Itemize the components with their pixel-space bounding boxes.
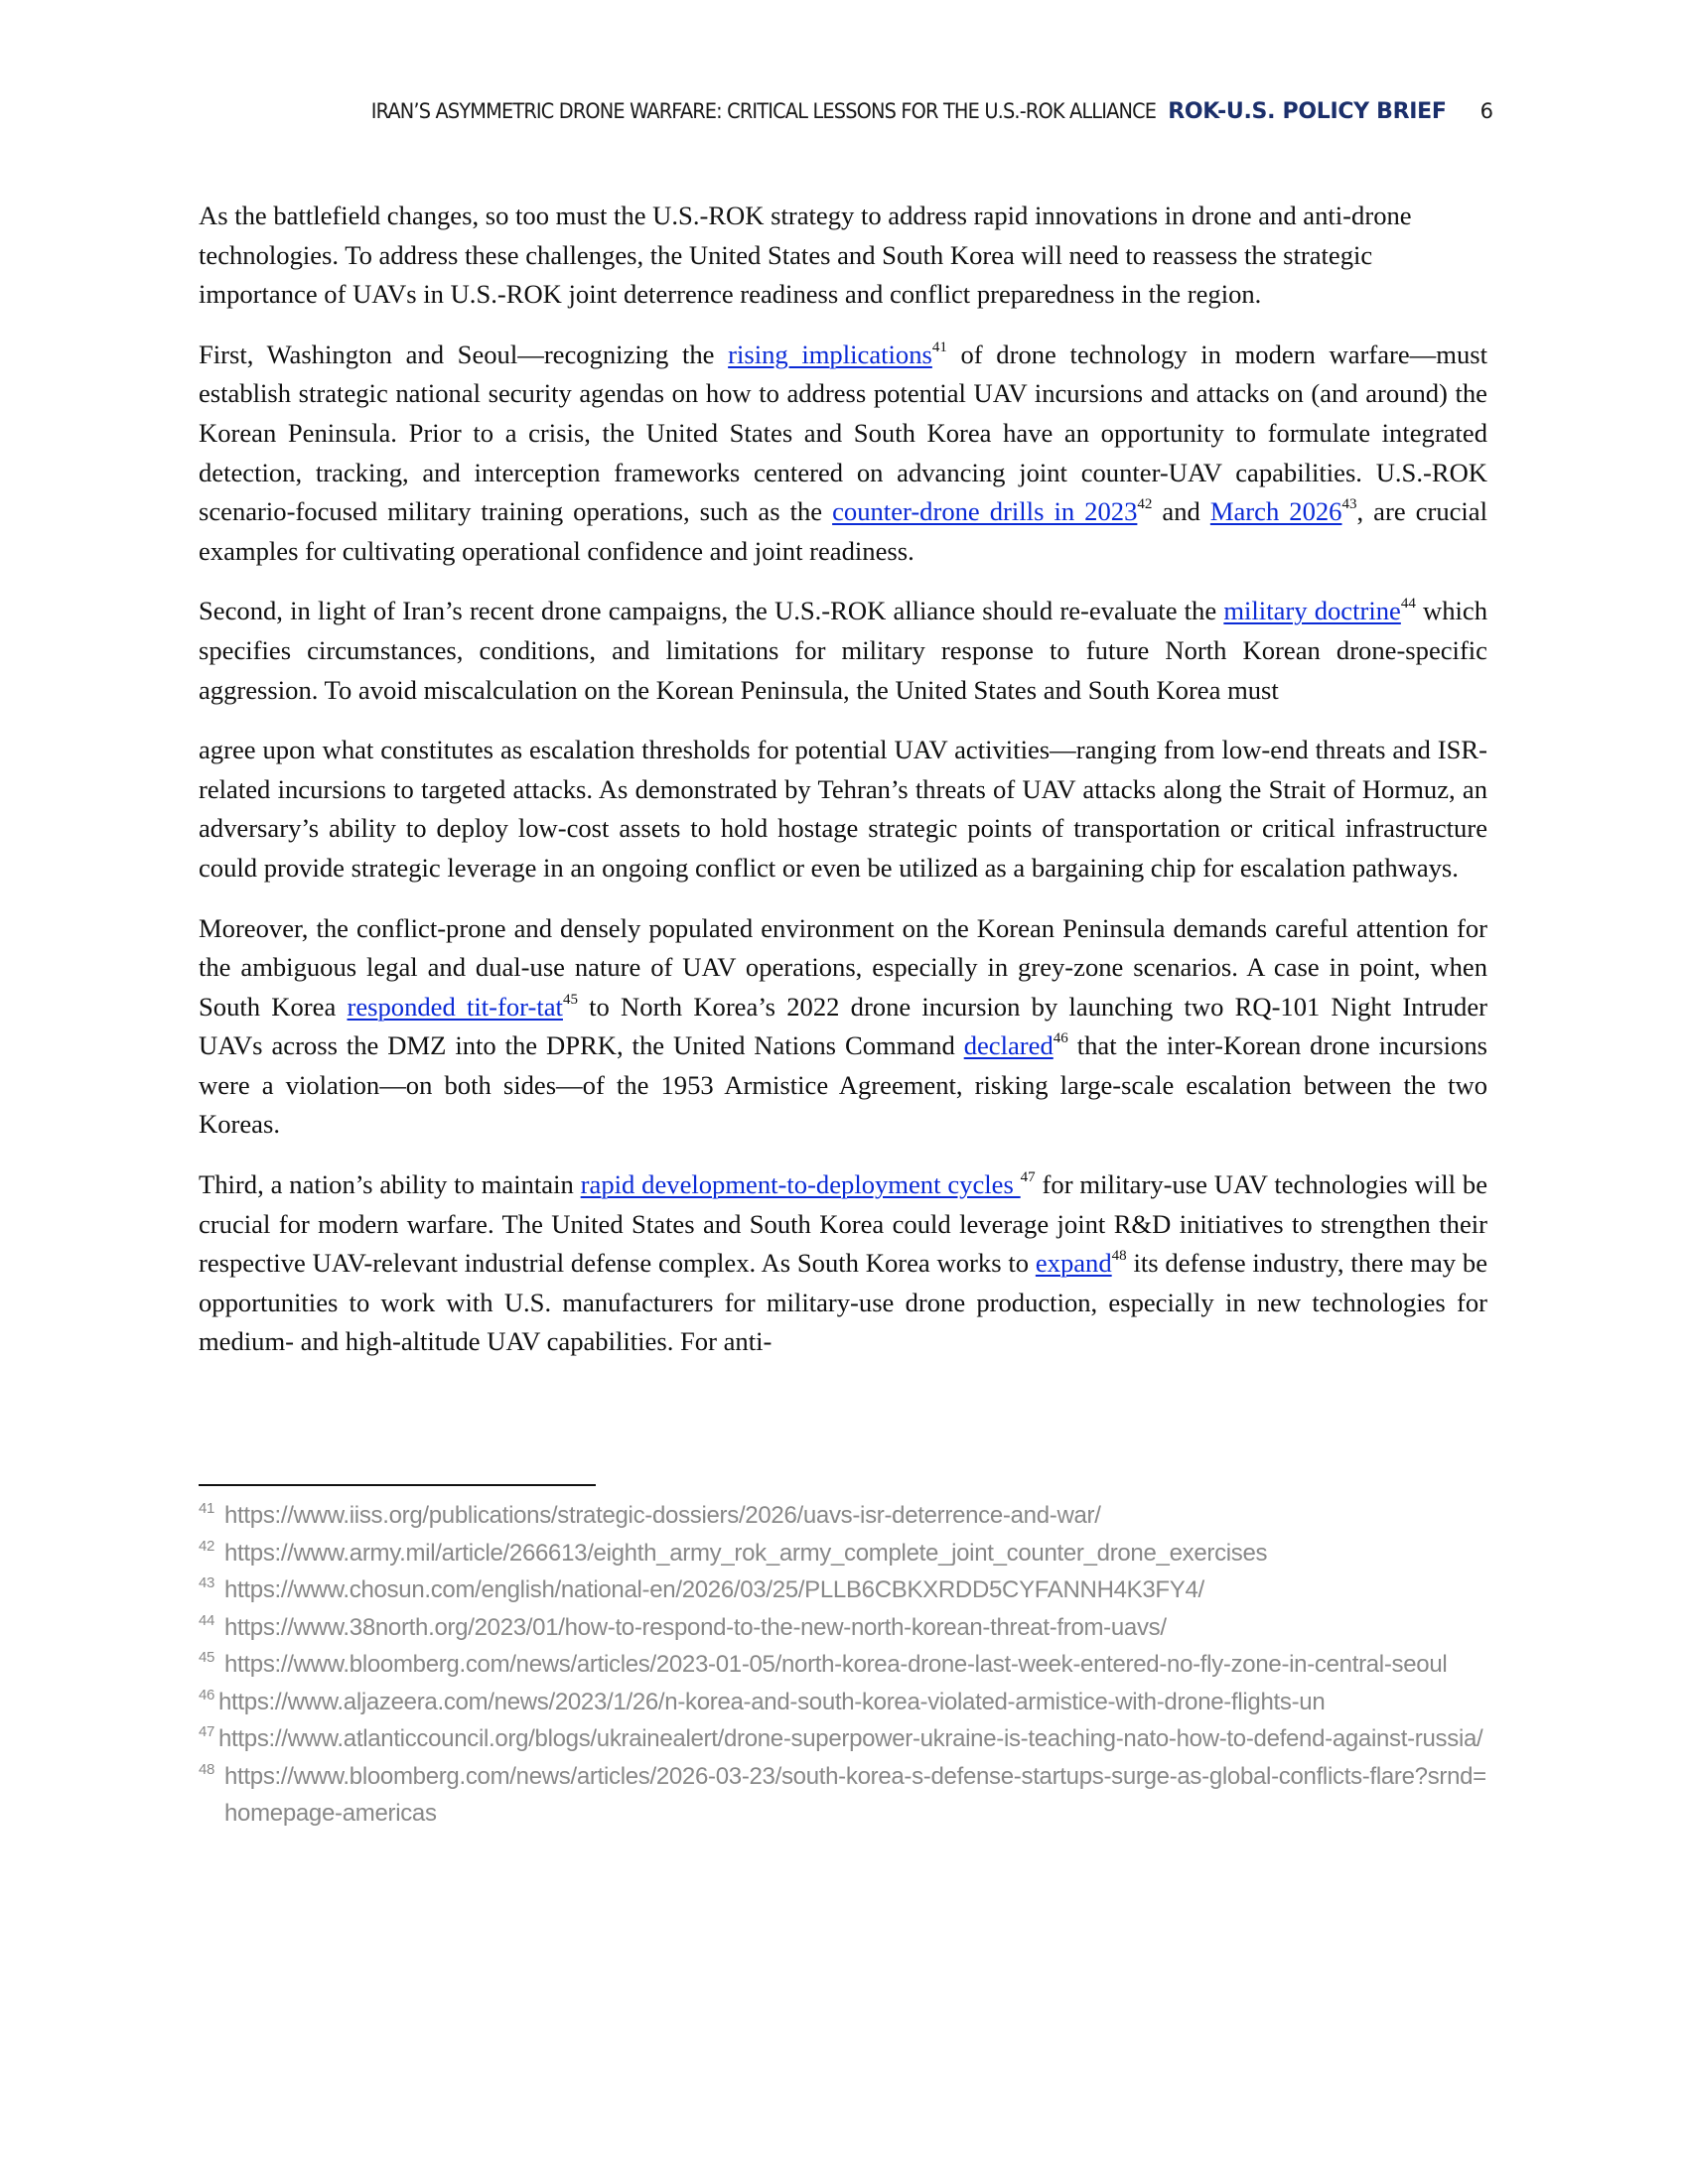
paragraph-first-recommendation — [199, 336, 1487, 572]
footnote-item — [199, 1535, 1489, 1572]
text-run: Third, a nation’s ability to maintain — [199, 1169, 581, 1200]
footnote-url[interactable]: https://www.aljazeera.com/news/2023/1/26/n-korea-and-south-korea-violated-armistice-with-drone-flights-un — [218, 1688, 1326, 1715]
link-rapid-development-cycles[interactable]: rapid development-to-deployment cycles — [580, 1169, 1021, 1200]
footnote-item — [199, 1571, 1489, 1609]
footnote-url[interactable]: https://www.chosun.com/english/national-en/2026/03/25/PLLB6CBKXRDD5CYFANNH4K3FY4/ — [224, 1576, 1204, 1603]
text-run: and — [1152, 496, 1210, 527]
footnote-ref-45: 45 — [562, 991, 578, 1008]
text-run: of drone technology in modern warfare—must establish strategic national security agendas on how to address potential UAV incursions and attacks on (and around) the Korean Peninsula. Prior to a crisis, the United States and South Korea have an opportunity to formulate integrated detection, tracking, and interception frameworks centered on advancing joint counter-UAV capabilities. U.S.-ROK scenario-focused military training operations, such as the — [199, 339, 1487, 527]
footnote-ref-48: 48 — [1111, 1248, 1127, 1265]
footnote-url[interactable]: https://www.bloomberg.com/news/articles/2026-03-23/south-korea-s-defense-startups-surge-as-global-conflicts-flare?srnd=homepage-americas — [224, 1762, 1486, 1827]
footnote-ref-47: 47 — [1020, 1169, 1036, 1186]
footnote-item — [199, 1720, 1489, 1758]
footnote-item — [199, 1758, 1489, 1833]
footnote-number: 43 — [199, 1574, 215, 1591]
link-expand[interactable]: expand — [1035, 1248, 1112, 1279]
footnote-item — [199, 1646, 1489, 1684]
footnote-divider — [199, 1484, 596, 1486]
footnote-ref-46: 46 — [1053, 1030, 1068, 1047]
footnote-url[interactable]: https://www.iiss.org/publications/strategic-dossiers/2026/uavs-isr-deterrence-and-war/ — [224, 1502, 1101, 1529]
paragraph-second-recommendation — [199, 592, 1487, 710]
text-run: its defense industry, there may be opportunities to work with U.S. manufacturers for military-use drone production, especially in new technologies for medium- and high-altitude UAV capabilities. For anti- — [199, 1248, 1487, 1357]
text-run: for military-use UAV technologies will be crucial for modern warfare. The United States and South Korea could leverage joint R&D initiatives to strengthen their respective UAV-relevant industrial defense complex. As South Korea works to — [199, 1169, 1487, 1279]
header-brand: ROK-U.S. POLICY BRIEF — [1168, 99, 1447, 124]
text-run: Moreover, the conflict-prone and densely populated environment on the Korean Peninsula demands careful attention for the ambiguous legal and dual-use nature of UAV operations, especially in grey-zone scenarios. A case in point, when South Korea — [199, 912, 1487, 1022]
footnote-item — [199, 1684, 1489, 1721]
footnote-number: 44 — [199, 1611, 215, 1629]
link-counter-drone-drills-2023[interactable]: counter-drone drills in 2023 — [832, 496, 1138, 527]
text-run: First, Washington and Seoul—recognizing the — [199, 339, 729, 369]
footnote-number: 42 — [199, 1537, 215, 1555]
link-declared[interactable]: declared — [963, 1030, 1054, 1061]
paragraph-grey-zone — [199, 909, 1487, 1146]
link-march-2026[interactable]: March 2026 — [1209, 496, 1342, 527]
footnote-ref-43: 43 — [1341, 496, 1357, 513]
footnote-ref-42: 42 — [1137, 496, 1153, 513]
text-run: to North Korea’s 2022 drone incursion by launching two RQ-101 Night Intruder UAVs across the DMZ into the DPRK, the United Nations Command — [199, 991, 1487, 1061]
header-title: IRAN’S ASYMMETRIC DRONE WARFARE: CRITICAL LESSONS FOR THE U.S.-ROK ALLIANCE — [370, 99, 1157, 123]
footnote-number: 45 — [199, 1649, 215, 1666]
footnote-url[interactable]: https://www.atlanticcouncil.org/blogs/ukrainealert/drone-superpower-ukraine-is-teaching-nato-how-to-defend-against-russia/ — [218, 1725, 1483, 1752]
text-run: Second, in light of Iran’s recent drone campaigns, the U.S.-ROK alliance should re-evaluate the — [199, 596, 1224, 626]
footnote-number: 41 — [199, 1500, 215, 1517]
paragraph-third-recommendation — [199, 1165, 1487, 1362]
footnote-item — [199, 1497, 1489, 1535]
paragraph-intro: As the battlefield changes, so too must the U.S.-ROK strategy to address rapid innovations in drone and anti-drone technologies. To address these challenges, the United States and South Korea will need to reassess the strategic importance of UAVs in U.S.-ROK joint deterrence readiness and conflict preparedness in the region. — [199, 201, 1412, 310]
text-run: , are crucial examples for cultivating operational confidence and joint readiness. — [199, 496, 1488, 566]
footnotes-list — [199, 1497, 1489, 1833]
footnote-url[interactable]: https://www.bloomberg.com/news/articles/2023-01-05/north-korea-drone-last-week-entered-no-fly-zone-in-central-seoul — [224, 1651, 1448, 1678]
footnote-number: 47 — [199, 1723, 215, 1740]
footnote-number: 46 — [199, 1686, 215, 1704]
text-run: which specifies circumstances, conditions, and limitations for military response to future North Korean drone-specific aggression. To avoid miscalculation on the Korean Peninsula, the United States and South Korea must — [199, 596, 1488, 705]
link-military-doctrine[interactable]: military doctrine — [1223, 596, 1401, 626]
link-responded-tit-for-tat[interactable]: responded tit-for-tat — [347, 991, 563, 1022]
running-header — [303, 99, 1493, 124]
paragraph-escalation-thresholds: agree upon what constitutes as escalation thresholds for potential UAV activities—ranging from low-end threats and ISR-related incursions to targeted attacks. As demonstrated by Tehran’s threats of UAV attacks along the Strait of Hormuz, an adversary’s ability to deploy low-cost assets to hold hostage strategic points of transportation or critical infrastructure could provide strategic leverage in an ongoing conflict or even be utilized as a bargaining chip for escalation pathways. — [199, 735, 1487, 883]
footnote-item — [199, 1609, 1489, 1647]
body-text — [199, 197, 1487, 1383]
footnote-url[interactable]: https://www.army.mil/article/266613/eighth_army_rok_army_complete_joint_counter_drone_exercises — [224, 1539, 1268, 1567]
footnote-url[interactable]: https://www.38north.org/2023/01/how-to-respond-to-the-new-north-korean-threat-from-uavs/ — [224, 1613, 1167, 1641]
page-number: 6 — [1479, 99, 1493, 123]
footnote-ref-41: 41 — [931, 339, 947, 355]
footnote-number: 48 — [199, 1760, 215, 1778]
text-run: that the inter-Korean drone incursions were a violation—on both sides—of the 1953 Armistice Agreement, risking large-scale escalation between the two Koreas. — [199, 1030, 1487, 1140]
link-rising-implications[interactable]: rising implications — [728, 339, 932, 369]
footnote-ref-44: 44 — [1400, 596, 1416, 613]
